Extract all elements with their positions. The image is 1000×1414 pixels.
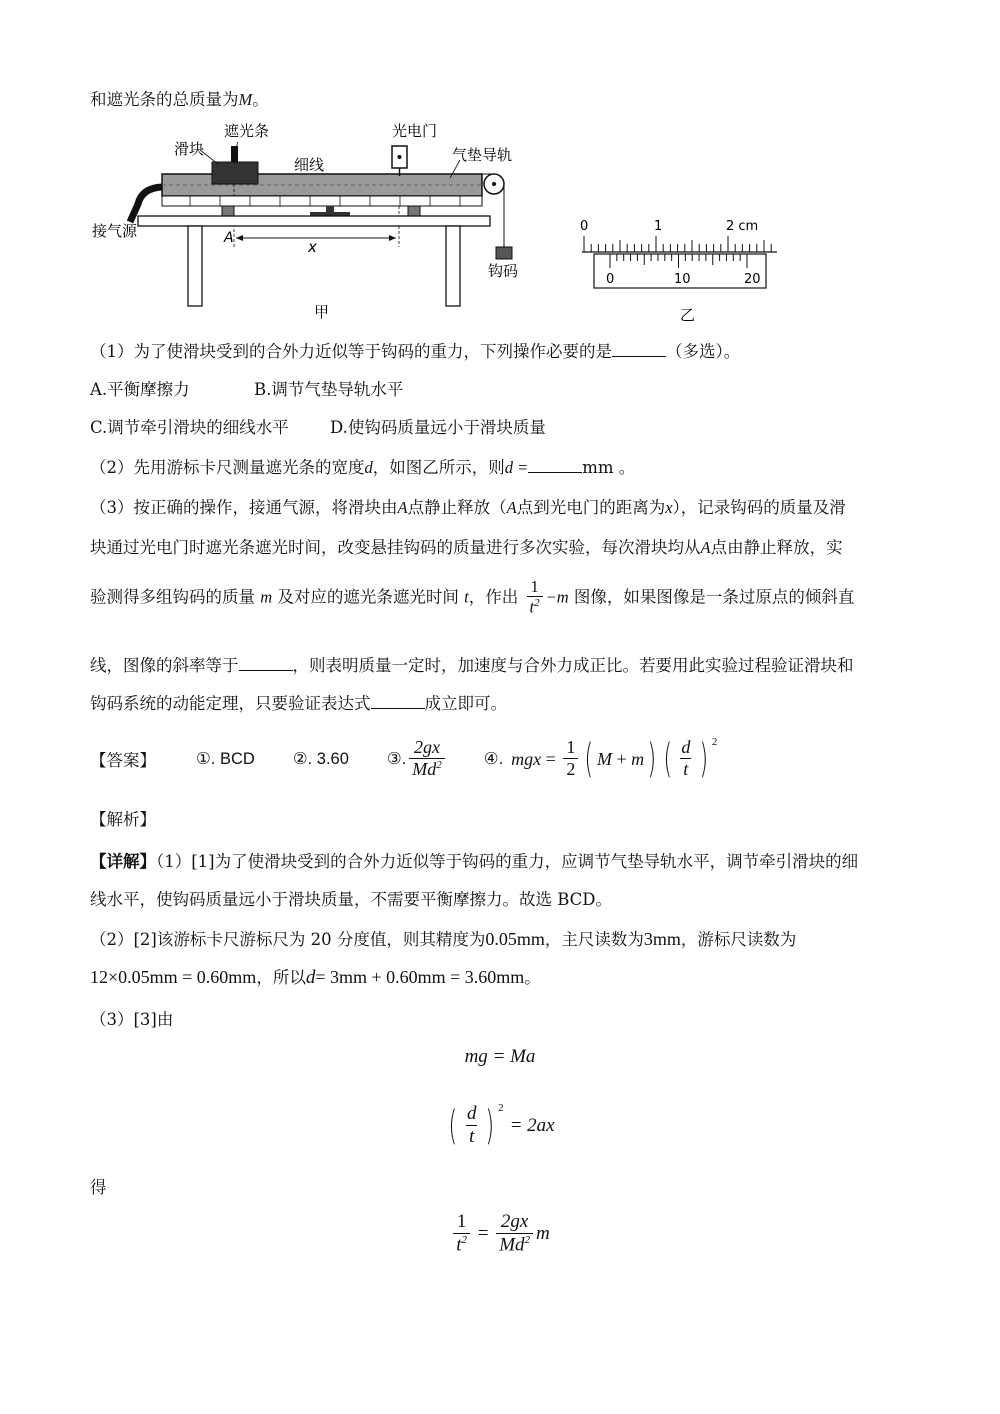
label-thin-line: 细线: [294, 156, 325, 174]
slider-block: [212, 162, 258, 184]
question-3-line-3: 验测得多组钩码的质量 m 及对应的遮光条遮光时间 t，作出 $\frac{1}{t^2}$ −m 图像，如果图像是一条过原点的倾斜直: [90, 577, 855, 617]
air-track: [162, 174, 482, 196]
fraction-1-over-t2: $\frac{1}{t^2}$: [527, 578, 543, 618]
intro-line: 和遮光条的总质量为M。: [90, 90, 269, 109]
question-3-line-5: 钩码系统的动能定理，只要验证表达式 成立即可。: [90, 694, 507, 713]
answer-label: 【答案】: [90, 751, 156, 770]
label-air-source: 接气源: [92, 222, 138, 240]
answer-3-label: ③.: [386, 750, 407, 768]
answer-4-label: ④.: [483, 750, 504, 768]
answer-row: [90, 734, 717, 784]
label-hook-weight: 钩码: [488, 262, 519, 280]
q1-options-row-1: [90, 376, 404, 400]
option-a: A.平衡摩擦力: [90, 380, 190, 399]
answer-4-formula: mgx = $\frac{1}{2}$ ( M + m ) ( $\frac{d}{t}$ ) $^2$: [511, 736, 718, 782]
equation-2: ( $\frac{d}{t}$ ) $^2$ = 2ax: [448, 1102, 555, 1149]
question-3-line-4: 线，图像的斜率等于 ，则表明质量一定时，加速度与合外力成正比。若要用此实验过程验证滑块和: [90, 656, 854, 675]
table-leg-left: [188, 226, 202, 306]
label-slider: 滑块: [174, 140, 205, 158]
caliper-vernier-label-10: 10: [674, 272, 691, 287]
caption-fig-b: 乙: [680, 306, 696, 324]
analysis-para-1-line-1: 【详解】（1）[1]为了使滑块受到的合外力近似等于钩码的重力，应调节气垫导轨水平，调节牵引滑块的细: [90, 852, 859, 871]
option-c: C.调节牵引滑块的细线水平: [90, 418, 289, 437]
answer-2: ②. 3.60: [292, 750, 349, 768]
analysis-para-1-line-2: 线水平，使钩码质量远小于滑块质量，不需要平衡摩擦力。故选 BCD。: [90, 890, 613, 909]
label-distance-x: x: [308, 238, 317, 256]
q1-options-row-2: [90, 414, 546, 438]
question-3-line-2: 块通过光电门时遮光条遮光时间，改变悬挂钩码的质量进行多次实验，每次滑块均从A点由静止释放，实: [90, 538, 843, 557]
label-shading-strip: 遮光条: [224, 122, 270, 140]
label-photogate: 光电门: [392, 122, 438, 140]
analysis-para-2-line-2: 12×0.05mm = 0.60mm，所以d= 3mm + 0.60mm = 3.60mm。: [90, 967, 541, 988]
caliper-vernier-label-20: 20: [744, 272, 761, 287]
caliper-figure: [572, 212, 792, 327]
caliper-vernier-label-0: 0: [606, 272, 615, 287]
analysis-para-2-line-1: （2）[2]该游标卡尺游标尺为 20 分度值，则其精度为0.05mm，主尺读数为3mm，游标尺读数为: [90, 929, 797, 949]
caliper-main-label-0: 0: [580, 219, 589, 234]
answer-1: ①. BCD: [196, 750, 255, 768]
analysis-label: 【解析】: [90, 810, 156, 829]
analysis-de: 得: [90, 1178, 107, 1197]
question-2: （2）先用游标卡尺测量遮光条的宽度d，如图乙所示，则d = mm 。: [90, 458, 636, 477]
answer-blank-4: [371, 694, 425, 709]
equation-3: $\frac{1}{t^2}$ = $\frac{2gx}{Md^2}$ m: [0, 1204, 1000, 1264]
label-point-a: A: [224, 230, 234, 246]
hook-weight: [496, 247, 512, 259]
answer-blank-2: [528, 458, 582, 473]
option-b: B.调节气垫导轨水平: [254, 380, 404, 399]
shading-strip: [231, 146, 238, 162]
table-leg-right: [446, 226, 460, 306]
label-air-track: 气垫导轨: [452, 146, 513, 164]
option-d: D.使钩码质量远小于滑块质量: [330, 418, 546, 437]
apparatus-figure: [90, 112, 560, 327]
answer-blank-1: [612, 342, 666, 357]
question-3-line-1: （3）按正确的操作，接通气源，将滑块由A点静止释放（A点到光电门的距离为x），记录钩码的质量及滑: [90, 498, 846, 517]
caption-fig-a: 甲: [314, 303, 330, 321]
question-1: （1）为了使滑块受到的合外力近似等于钩码的重力，下列操作必要的是 （多选）。: [90, 342, 741, 361]
table-top: [138, 216, 490, 226]
caliper-main-label-2: 2 cm: [726, 219, 759, 234]
caliper-main-label-1: 1: [654, 219, 663, 234]
answer-3-formula: $\frac{2gx}{Md^2}$: [409, 738, 445, 779]
equation-1: mg = Ma: [464, 1046, 536, 1067]
analysis-para-3: （3）[3]由: [90, 1010, 174, 1029]
answer-blank-3: [239, 656, 293, 671]
